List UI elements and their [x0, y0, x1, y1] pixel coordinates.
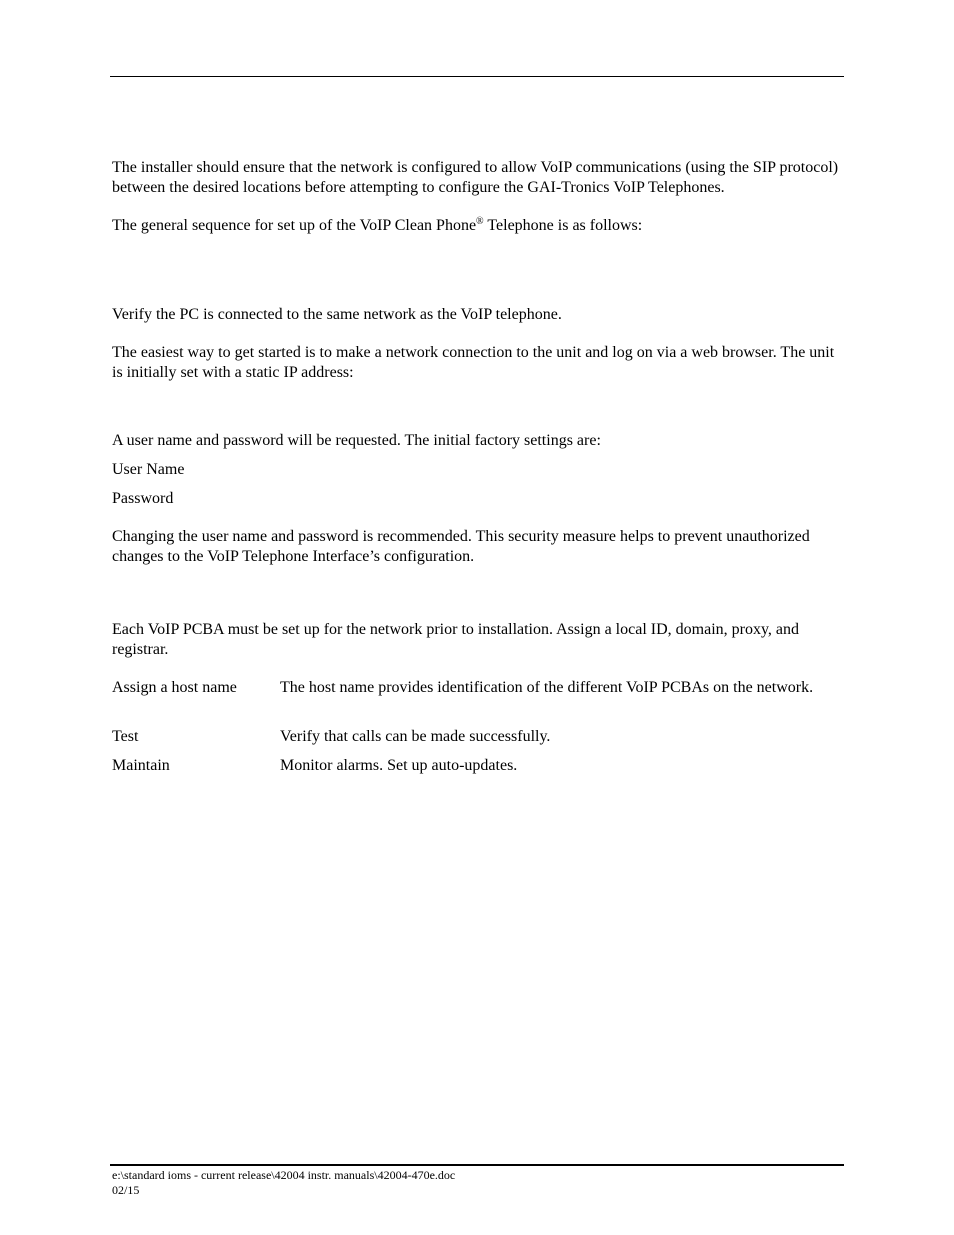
- step-description: Verify that calls can be made successfully.: [280, 728, 551, 745]
- get-started-paragraph: The easiest way to get started is to make a network connection to the unit and log on via a web browser. The unit is initially set with a static IP address:: [112, 344, 835, 381]
- registered-mark: ®: [476, 216, 484, 227]
- footer-date: 02/15: [112, 1183, 140, 1197]
- step-label: Test: [112, 728, 139, 745]
- footer-file-path: e:\standard ioms - current release\42004 instr. manuals\42004-470e.doc: [112, 1168, 456, 1182]
- footer-rule: [110, 1164, 844, 1166]
- step-description: The host name provides identification of the different VoIP PCBAs on the network.: [280, 679, 814, 696]
- step-label: Assign a host name: [112, 679, 237, 696]
- sequence-paragraph: [112, 216, 847, 236]
- credentials-paragraph: A user name and password will be requested. The initial factory settings are:: [112, 432, 601, 449]
- intro-paragraph: The installer should ensure that the network is configured to allow VoIP communications (using the SIP protocol) between the desired locations before attempting to configure the GAI-Tronics VoIP Telephones.: [112, 159, 839, 196]
- step-label: Maintain: [112, 757, 170, 774]
- sequence-text-end: Telephone is as follows:: [483, 217, 643, 234]
- step-description: Monitor alarms. Set up auto-updates.: [280, 757, 518, 774]
- password-label: Password: [112, 490, 174, 507]
- header-rule: [110, 76, 844, 77]
- user-name-label: User Name: [112, 461, 185, 478]
- security-paragraph: Changing the user name and password is recommended. This security measure helps to prevent unauthorized changes to the VoIP Telephone Interface’s configuration.: [112, 528, 810, 565]
- verify-pc-paragraph: Verify the PC is connected to the same network as the VoIP telephone.: [112, 306, 562, 323]
- sequence-text-start: The general sequence for set up of the VoIP Clean Phone: [112, 217, 477, 234]
- pcba-setup-paragraph: Each VoIP PCBA must be set up for the network prior to installation. Assign a local ID, domain, proxy, and registrar.: [112, 621, 800, 658]
